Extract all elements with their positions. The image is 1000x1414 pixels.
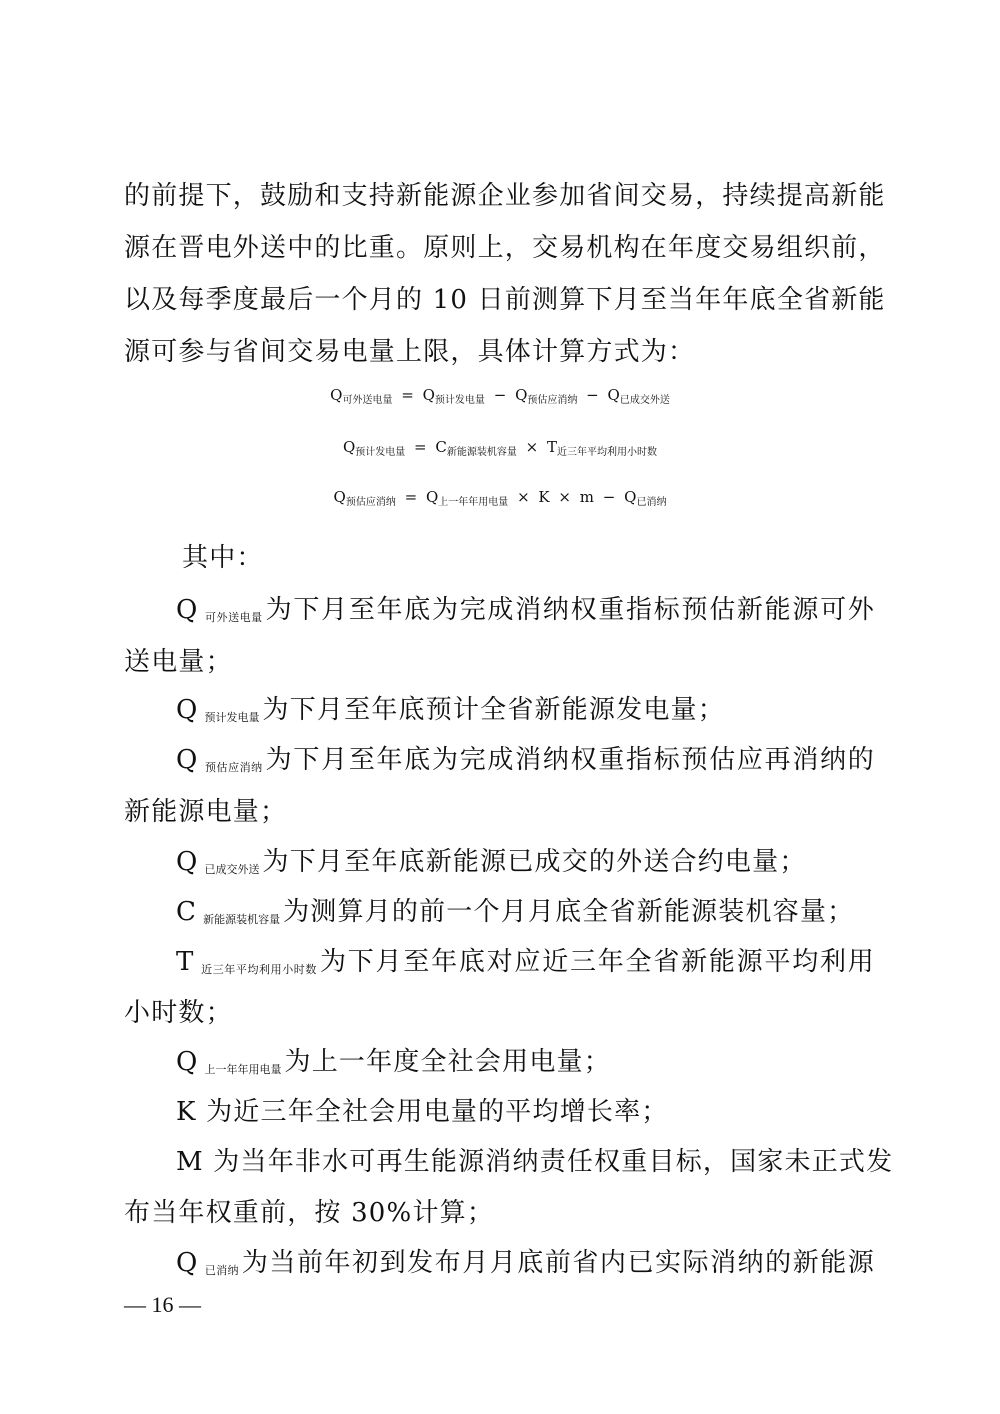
definition-continuation: 布当年权重前，按 30%计算； (124, 1198, 495, 1228)
body-text-line: 源在晋电外送中的比重。原则上，交易机构在年度交易组织前， (124, 233, 886, 263)
page-number: — 16 — (124, 1292, 201, 1317)
definition-line: M 为当年非水可再生能源消纳责任权重目标，国家未正式发 (176, 1147, 894, 1177)
body-text-line: 的前提下，鼓励和支持新能源企业参加省间交易，持续提高新能 (124, 181, 886, 211)
where-label: 其中： (182, 543, 264, 573)
definition-continuation: 送电量； (124, 647, 233, 677)
formula-expected-consumption: $Q_{预估应消纳} = Q_{上一年年用电量} \times K \times m - Q_{已消纳}$ (333, 488, 667, 508)
body-text-line: 以及每季度最后一个月的 10 日前测算下月至当年年底全省新能 (124, 285, 886, 315)
definition-line: Q $_{上一年年用电量}$ 为上一年度全社会用电量； (176, 1047, 611, 1077)
definition-line: Q $_{已成交外送}$ 为下月至年底新能源已成交的外送合约电量； (176, 847, 807, 877)
definition-line: Q $_{已消纳}$ 为当前年初到发布月月底前省内已实际消纳的新能源 (176, 1248, 876, 1278)
formula-exportable-energy: $Q_{可外送电量} = Q_{预计发电量} - Q_{预估应消纳} - Q_{已成交外送}$ (330, 386, 670, 406)
formula-expected-generation: $Q_{预计发电量} = C_{新能源装机容量} \times T_{近三年平均利用小时数}$ (342, 438, 658, 458)
body-text-line: 源可参与省间交易电量上限，具体计算方式为： (124, 337, 696, 367)
definition-continuation: 新能源电量； (124, 797, 288, 827)
definition-line: K 为近三年全社会用电量的平均增长率； (176, 1097, 669, 1127)
definition-line: Q $_{可外送电量}$ 为下月至年底为完成消纳权重指标预估新能源可外 (176, 595, 876, 625)
definition-line: Q $_{预估应消纳}$ 为下月至年底为完成消纳权重指标预估应再消纳的 (176, 745, 876, 775)
definition-line: T $_{近三年平均利用小时数}$ 为下月至年底对应近三年全省新能源平均利用 (176, 947, 875, 977)
definition-line: Q $_{预计发电量}$ 为下月至年底预计全省新能源发电量； (176, 695, 725, 725)
definition-line: C $_{新能源装机容量}$ 为测算月的前一个月月底全省新能源装机容量； (176, 897, 855, 927)
definition-continuation: 小时数； (124, 998, 233, 1028)
